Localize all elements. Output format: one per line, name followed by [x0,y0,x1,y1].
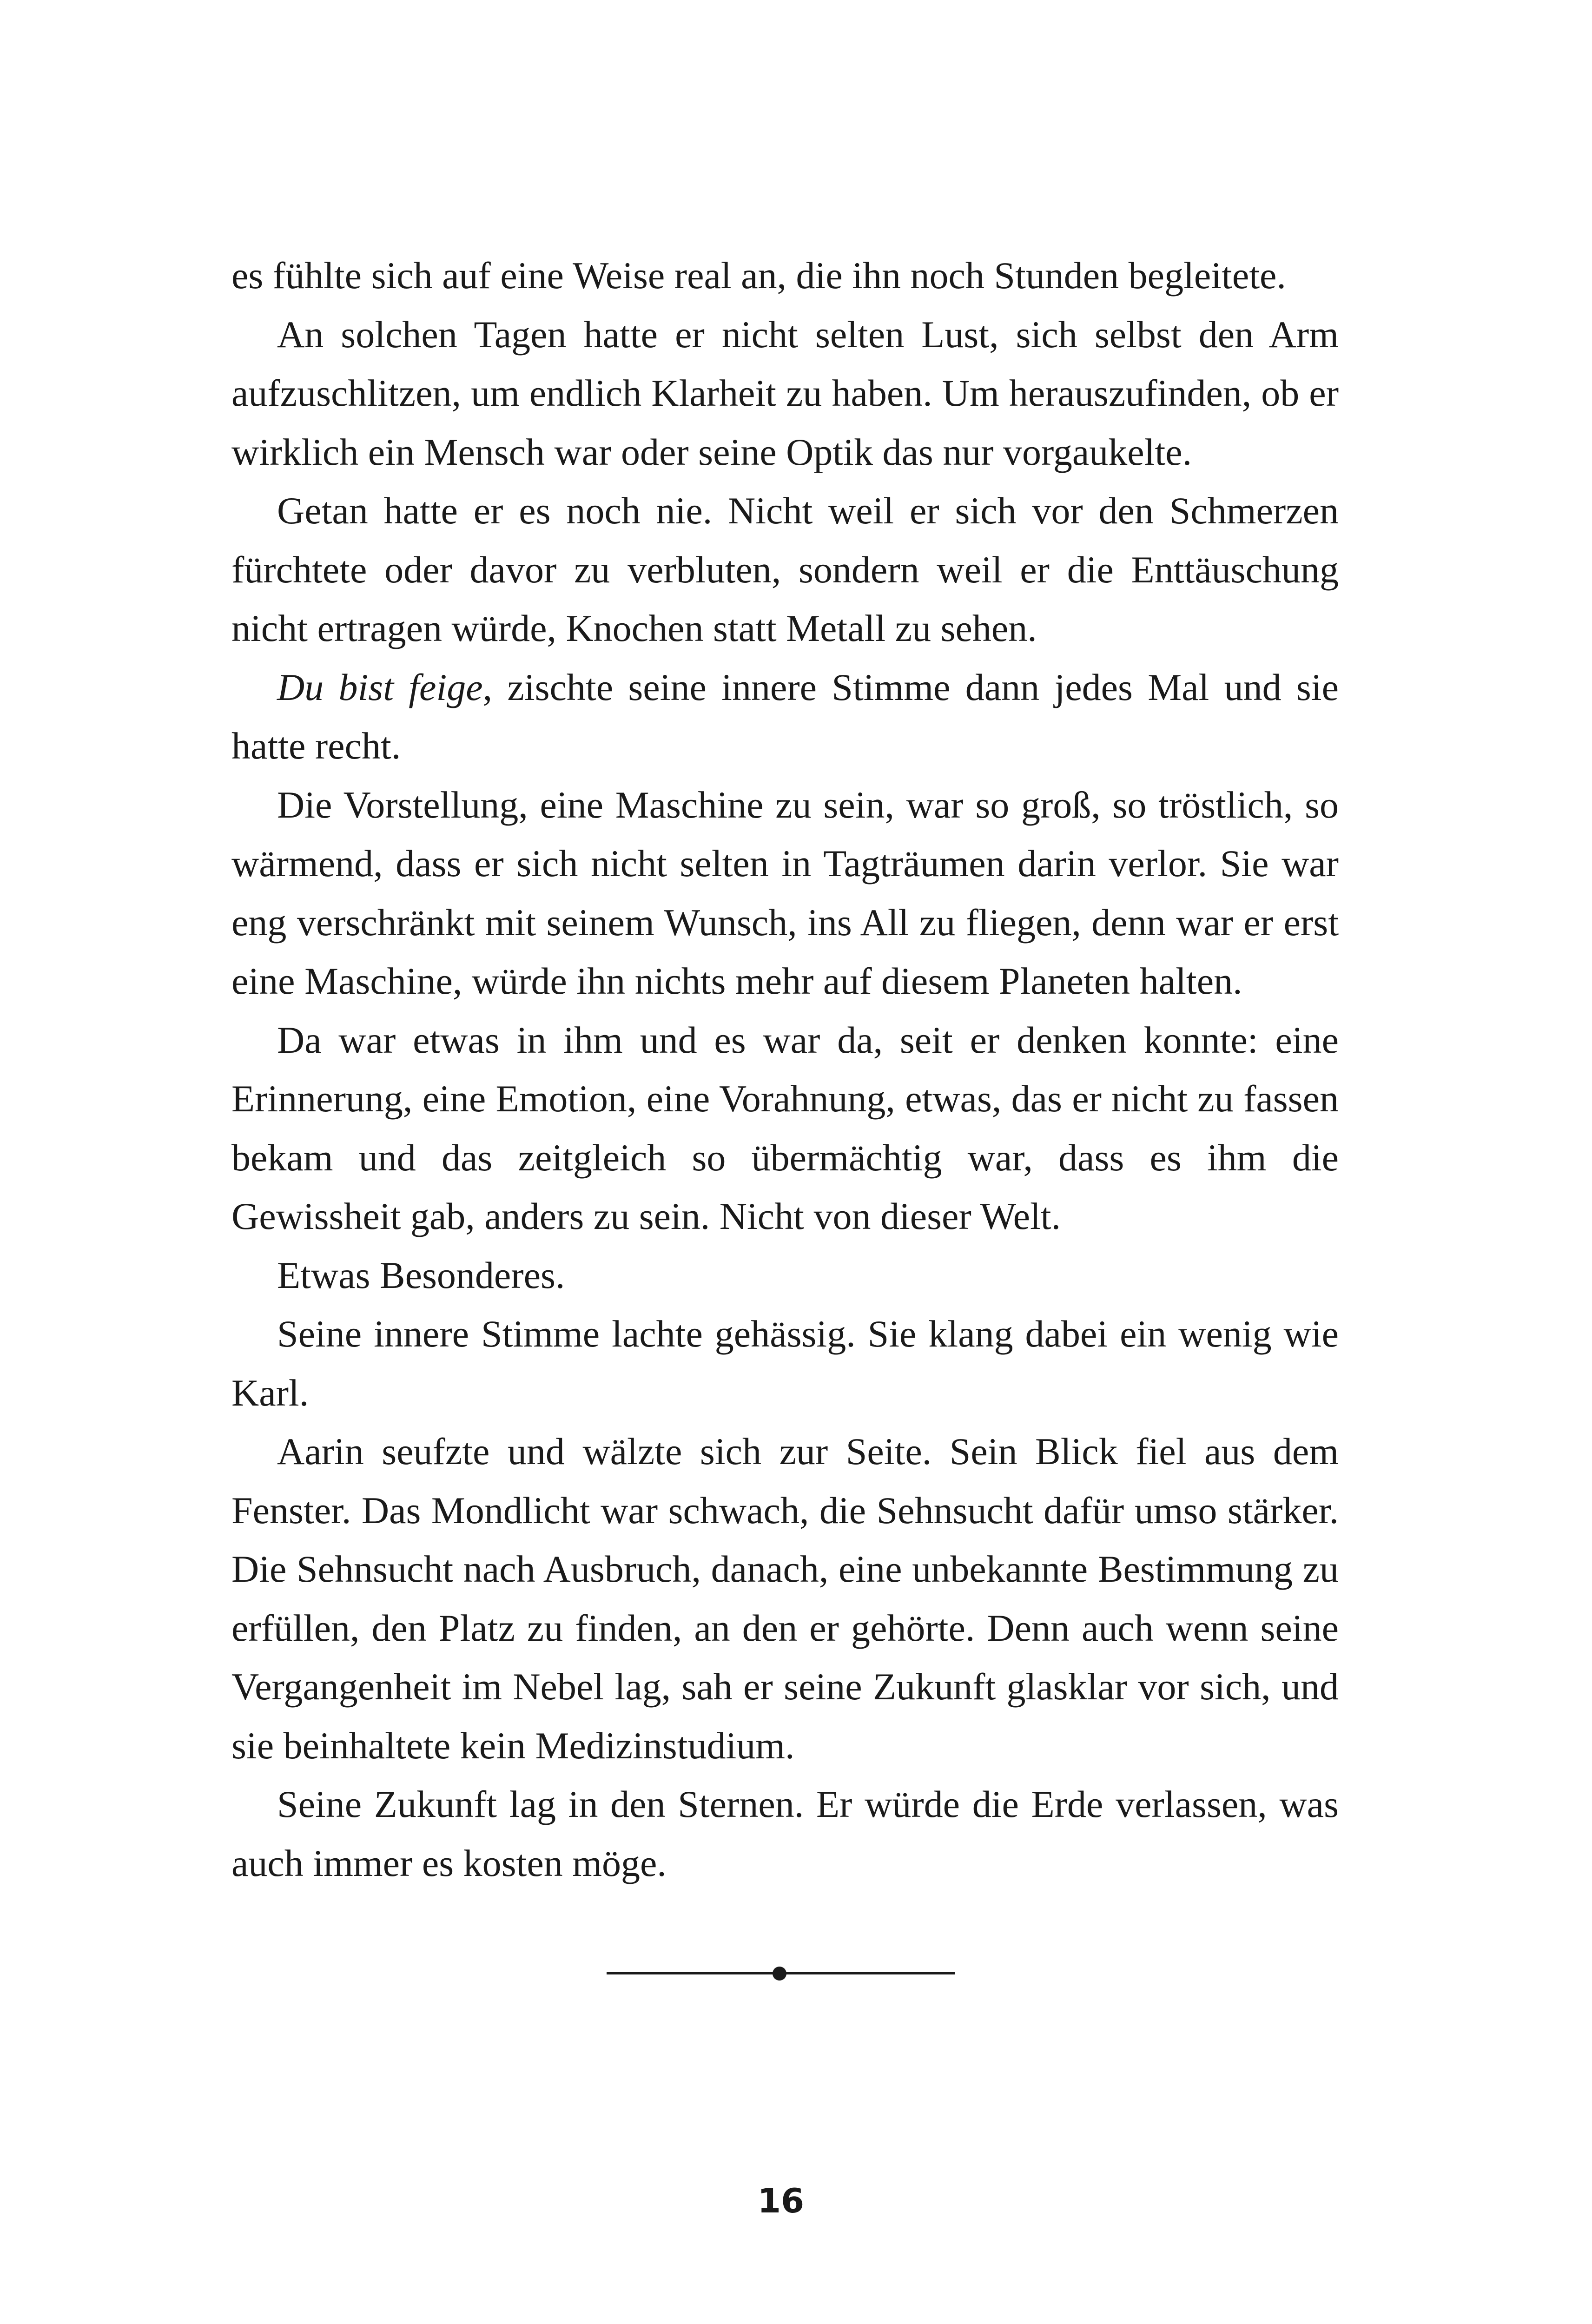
paragraph-9: Aarin seufzte und wälzte sich zur Seite. Sein Blick fiel aus dem Fenster. Das Mondlicht war schwach, die Sehnsucht dafür umso stärker. Die Sehnsucht nach Ausbruch, danach, eine unbekannte Bestimmung zu erfüllen, den Platz zu finden, an den er gehörte. Denn auch wenn seine Vergangenheit im Nebel lag, sah er seine Zukunft glasklar vor sich, und sie beinhaltete kein Medizinstudium. [231,1430,1339,1767]
paragraph-4 [231,658,1339,776]
body-text [231,246,1339,1893]
paragraph-2: An solchen Tagen hatte er nicht selten Lust, sich selbst den Arm aufzuschlitzen, um endlich Klarheit zu haben. Um herauszufinden, ob er wirklich ein Mensch war oder seine Optik das nur vorgaukelte. [231,313,1339,473]
page-number: 16 [757,2181,805,2220]
paragraph-6: Da war etwas in ihm und es war da, seit er denken konnte: eine Erinnerung, eine Emotion, eine Vorahnung, etwas, das er nicht zu fassen bekam und das zeitgleich so übermächtig war, dass es ihm die Gewissheit gab, anders zu sein. Nicht von dieser Welt. [231,1018,1339,1237]
paragraph-8: Seine innere Stimme lachte gehässig. Sie klang dabei ein wenig wie Karl. [231,1313,1339,1414]
paragraph-4-rest: , zischte seine innere Stimme dann jedes Mal und sie hatte recht. [231,666,1339,767]
section-divider-ornament [607,1964,955,1982]
divider-line-left [607,1972,779,1974]
paragraph-7: Etwas Besonderes. [277,1254,565,1296]
divider-dot-icon [773,1967,786,1981]
divider-line-right [783,1972,955,1974]
paragraph-10: Seine Zukunft lag in den Sternen. Er würde die Erde verlassen, was auch immer es kosten möge. [231,1783,1339,1884]
paragraph-3: Getan hatte er es noch nie. Nicht weil er sich vor den Schmerzen fürchtete oder davor zu verbluten, sondern weil er die Enttäuschung nicht ertragen würde, Knochen statt Metall zu sehen. [231,489,1339,649]
paragraph-4-italic: Du bist feige [277,666,483,708]
paragraph-5: Die Vorstellung, eine Maschine zu sein, war so groß, so tröstlich, so wärmend, dass er sich nicht selten in Tagträumen darin verlor. Sie war eng verschränkt mit seinem Wunsch, ins All zu fliegen, denn war er erst eine Maschine, würde ihn nichts mehr auf diesem Planeten halten. [231,783,1339,1002]
paragraph-1: es fühlte sich auf eine Weise real an, die ihn noch Stunden begleitete. [231,254,1286,297]
